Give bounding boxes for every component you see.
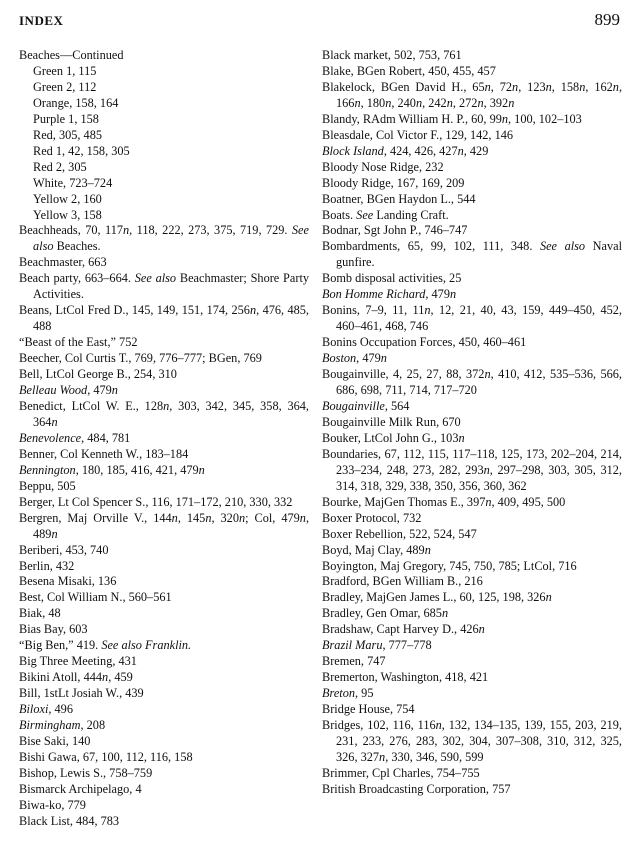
index-entry: Bias Bay, 603 [19,622,88,637]
index-entry: Brimmer, Cpl Charles, 754–755 [322,765,480,780]
index-entry: Bridge House, 754 [322,702,415,717]
index-entry: Benedict, LtCol W. E., 128n, 303, 342, 345, 358, 364, 364n [19,398,309,429]
index-entry: Block Island, 424, 426, 427n, 429 [322,143,489,158]
index-column-right [322,48,622,798]
index-entry: Belleau Wood, 479n [19,383,118,398]
index-entry: Boxer Protocol, 732 [322,510,422,525]
index-entry: Beach party, 663–664. See also Beachmaster; Shore Party Activities. [19,271,310,302]
index-entry: Bougainville, 564 [322,398,410,413]
index-subentry: Green 1, 115 [33,63,97,78]
index-entry: Bloody Nose Ridge, 232 [322,159,444,174]
index-entry: “Big Ben,” 419. See also Franklin. [19,638,192,653]
index-entry: Boundaries, 67, 112, 115, 117–118, 125, 173, 202–204, 214, 233–234, 248, 273, 282, 293n, 297–298, 303, 305, 312, 314, 318, 329, 338, 350, 356, 360, 362 [322,446,622,493]
index-entry: British Broadcasting Corporation, 757 [322,781,511,796]
index-entry: Blandy, RAdm William H. P., 60, 99n, 100, 102–103 [322,111,582,126]
index-entry: Boats. See Landing Craft. [322,207,449,222]
index-entry: Blake, BGen Robert, 450, 455, 457 [322,63,496,78]
index-entry: Biak, 48 [19,606,61,621]
index-entry: Bougainville Milk Run, 670 [322,414,461,429]
index-entry: Bon Homme Richard, 479n [322,287,457,302]
index-entry: Biloxi, 496 [19,702,73,717]
index-entry: Best, Col William N., 560–561 [19,590,172,605]
index-entry: Bishi Gawa, 67, 100, 112, 116, 158 [19,749,193,764]
index-subentry: Yellow 2, 160 [33,191,102,206]
index-entry: Bloody Ridge, 167, 169, 209 [322,175,465,190]
index-entry: Boyd, Maj Clay, 489n [322,542,431,557]
index-entry: Bergren, Maj Orville V., 144n, 145n, 320n; Col, 479n, 489n [19,510,310,541]
index-entry: Bradshaw, Capt Harvey D., 426n [322,622,485,637]
index-subentry: White, 723–724 [33,175,113,190]
index-entry: Bradley, MajGen James L., 60, 125, 198, 326n [322,590,552,605]
index-entry: Breton, 95 [322,686,374,701]
index-entry: Bridges, 102, 116, 116n, 132, 134–135, 139, 155, 203, 219, 231, 233, 276, 283, 302, 304, 307–308, 310, 312, 325, 326, 327n, 330, 346, 590, 599 [322,718,623,764]
index-entry: Biwa-ko, 779 [19,797,86,812]
index-subentry: Orange, 158, 164 [33,95,119,110]
index-entry: Boatner, BGen Haydon L., 544 [322,191,476,206]
index-entry: Berlin, 432 [19,558,75,573]
index-entry: Boyington, Maj Gregory, 745, 750, 785; LtCol, 716 [322,558,577,573]
index-entry: Birmingham, 208 [19,718,106,733]
index-entry: Bennington, 180, 185, 416, 421, 479n [19,462,205,477]
index-entry: Bradford, BGen William B., 216 [322,574,483,589]
index-entry: Boston, 479n [322,351,387,366]
index-entry: Black List, 484, 783 [19,813,120,828]
index-entry: Beecher, Col Curtis T., 769, 776–777; BGen, 769 [19,351,262,366]
index-entry: Bremerton, Washington, 418, 421 [322,670,489,685]
index-entry: Black market, 502, 753, 761 [322,48,462,62]
index-subentry: Red, 305, 485 [33,127,102,142]
index-entry: “Beast of the East,” 752 [19,335,138,350]
index-entry: Bishop, Lewis S., 758–759 [19,765,153,780]
index-entry: Beaches—Continued [19,48,124,62]
index-entry: Bomb disposal activities, 25 [322,271,462,286]
index-entry: Bremen, 747 [322,654,386,669]
index-entry: Bell, LtCol George B., 254, 310 [19,367,177,382]
index-entry: Bise Saki, 140 [19,733,91,748]
index-entry: Bougainville, 4, 25, 27, 88, 372n, 410, 412, 535–536, 566, 686, 698, 711, 714, 717–720 [322,367,622,398]
index-entry: Boxer Rebellion, 522, 524, 547 [322,526,477,541]
page-header [19,10,620,32]
index-entry: Besena Misaki, 136 [19,574,117,589]
index-entry: Bikini Atoll, 444n, 459 [19,670,133,685]
page-number: 899 [594,10,620,29]
index-subentry: Red 2, 305 [33,159,87,174]
index-entry: Bourke, MajGen Thomas E., 397n, 409, 495, 500 [322,494,566,509]
index-entry: Bleasdale, Col Victor F., 129, 142, 146 [322,127,514,142]
index-subentry: Purple 1, 158 [33,111,99,126]
index-entry: Brazil Maru, 777–778 [322,638,432,653]
index-entry: Beans, LtCol Fred D., 145, 149, 151, 174, 256n, 476, 485, 488 [19,303,309,334]
index-entry: Beppu, 505 [19,478,76,493]
index-entry: Bonins Occupation Forces, 450, 460–461 [322,335,527,350]
index-entry: Blakelock, BGen David H., 65n, 72n, 123n, 158n, 162n, 166n, 180n, 240n, 242n, 272n, 392n [322,79,623,110]
index-column-left [19,48,309,830]
index-entry: Bonins, 7–9, 11, 11n, 12, 21, 40, 43, 159, 449–450, 452, 460–461, 468, 746 [322,303,623,334]
index-entry: Beriberi, 453, 740 [19,542,109,557]
index-entry: Benevolence, 484, 781 [19,430,131,445]
index-entry: Big Three Meeting, 431 [19,654,137,669]
index-entry: Bombardments, 65, 99, 102, 111, 348. See also Naval gunfire. [322,239,622,270]
index-entry: Benner, Col Kenneth W., 183–184 [19,446,189,461]
index-entry: Berger, Lt Col Spencer S., 116, 171–172, 210, 330, 332 [19,494,293,509]
index-entry: Bradley, Gen Omar, 685n [322,606,449,621]
index-subentry: Red 1, 42, 158, 305 [33,143,130,158]
index-entry: Bouker, LtCol John G., 103n [322,430,465,445]
index-subentry: Yellow 3, 158 [33,207,102,222]
section-title: INDEX [19,13,64,28]
index-entry: Bismarck Archipelago, 4 [19,781,142,796]
index-entry: Beachmaster, 663 [19,255,107,270]
index-entry: Bill, 1stLt Josiah W., 439 [19,686,144,701]
index-entry: Bodnar, Sgt John P., 746–747 [322,223,468,238]
index-entry: Beachheads, 70, 117n, 118, 222, 273, 375, 719, 729. See also Beaches. [19,223,309,254]
index-subentry: Green 2, 112 [33,79,97,94]
